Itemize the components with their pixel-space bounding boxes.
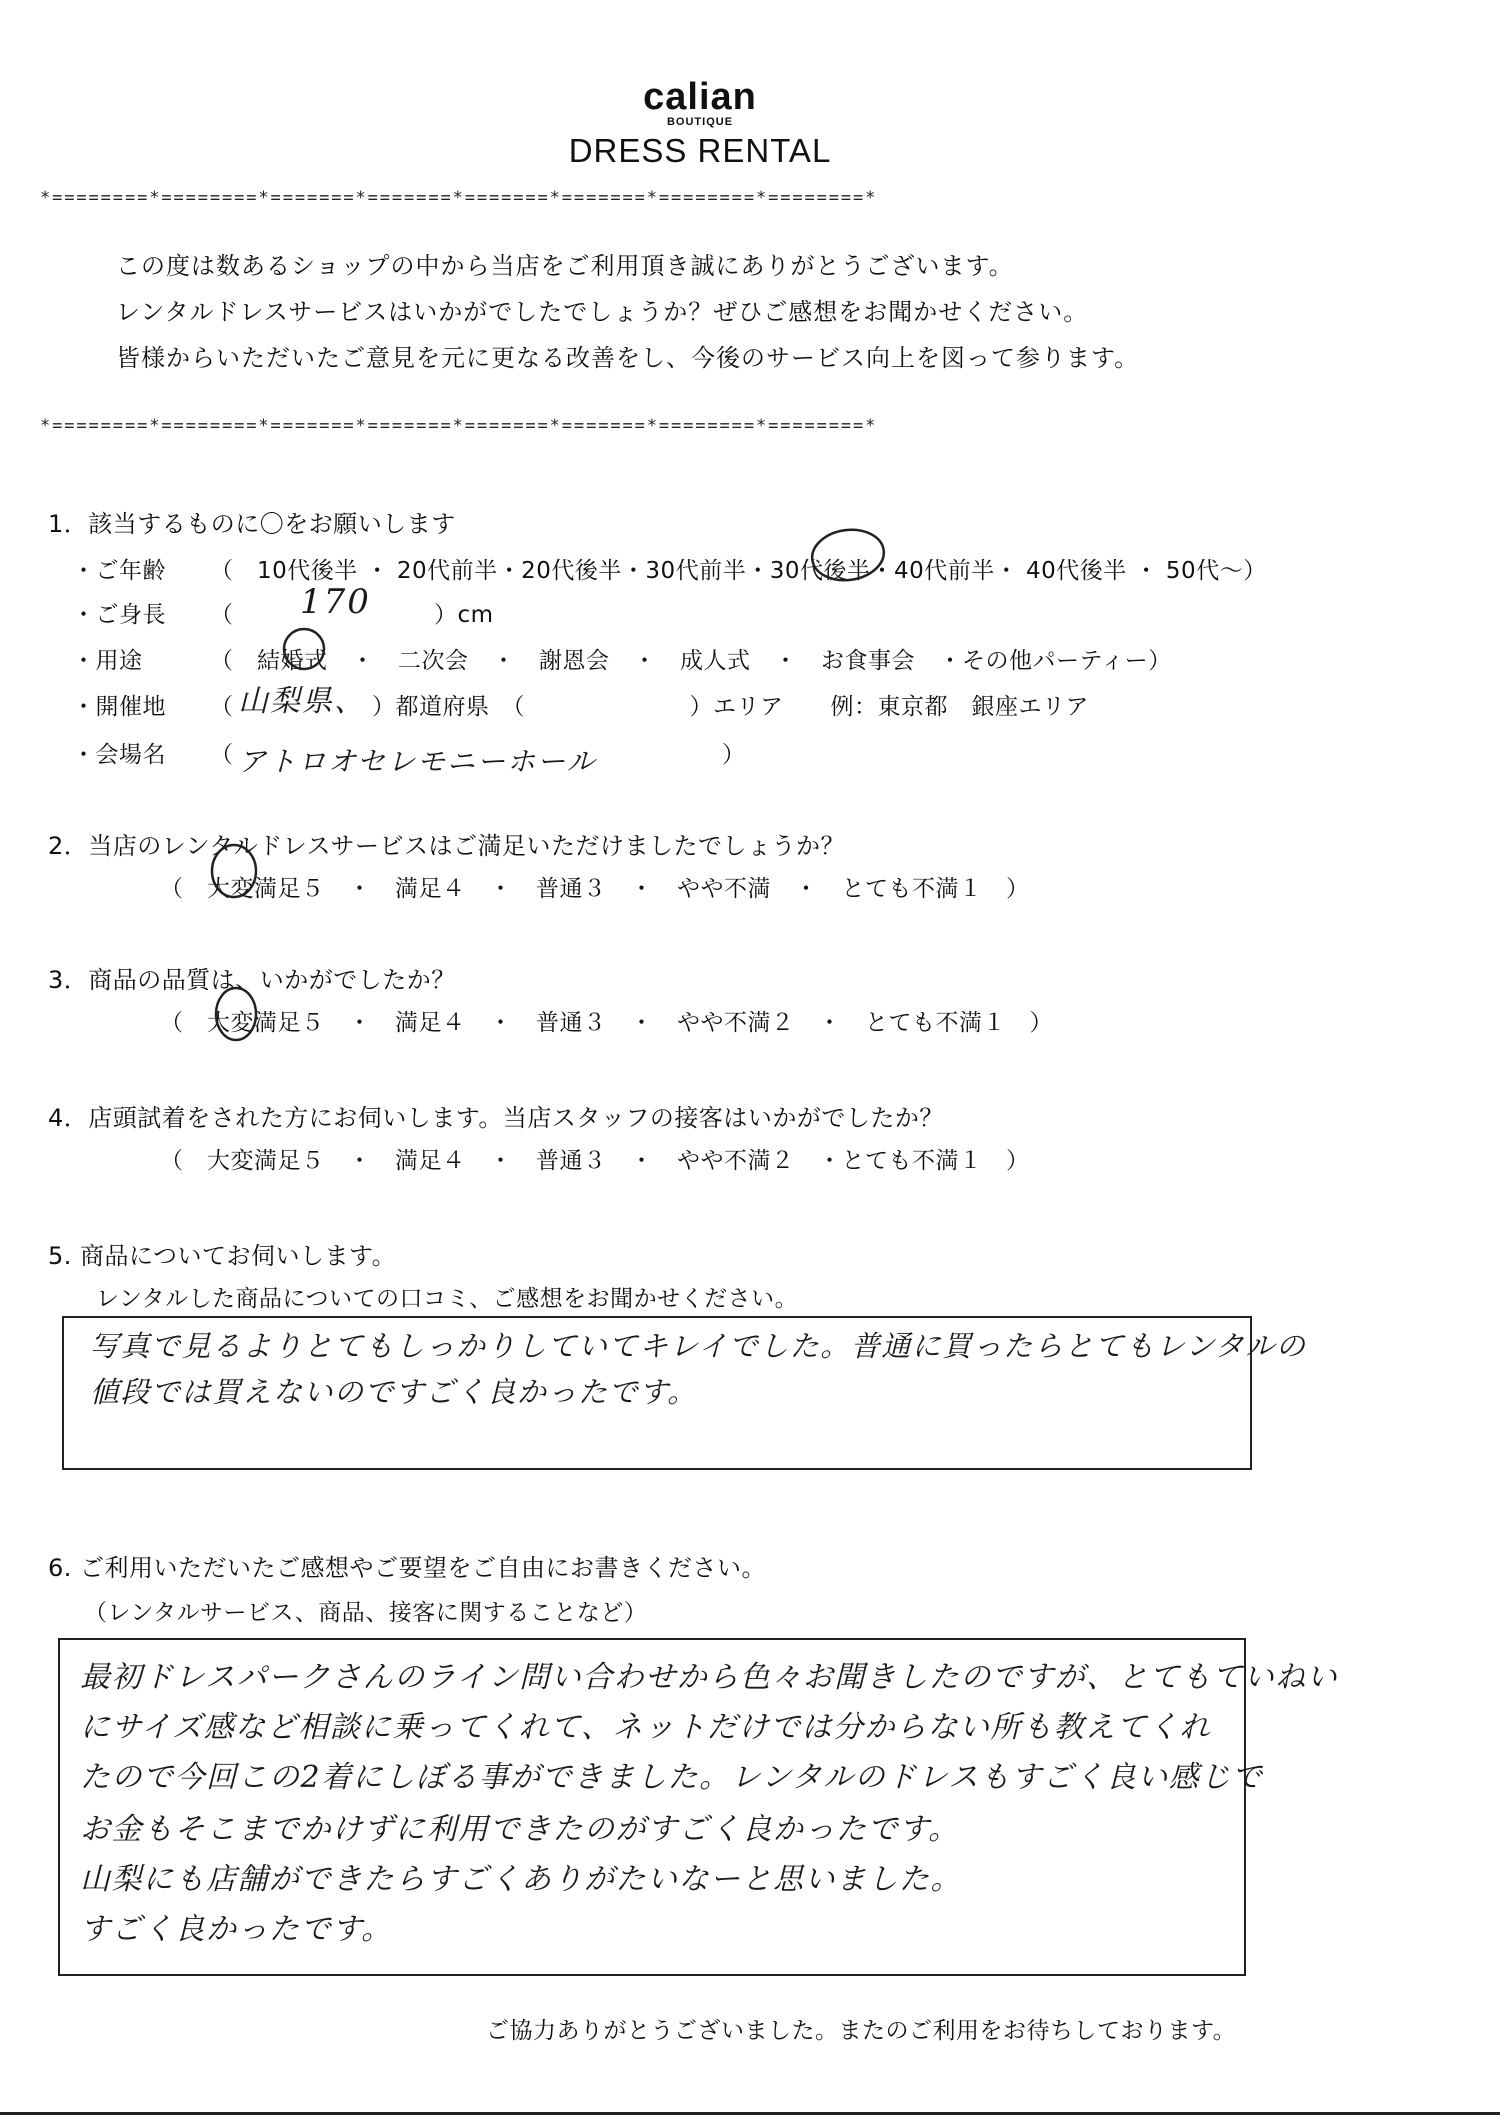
q1-venue-area-open: （	[210, 694, 234, 720]
document-title: DRESS RENTAL	[568, 132, 832, 169]
q4-title: 4．店頭試着をされた方にお伺いします。当店スタッフの接客はいかがでしたか？	[48, 1104, 944, 1132]
q6-title: 6. ご利用いただいたご感想やご要望をご自由にお書きください。	[48, 1554, 767, 1582]
q5-answer-line-1: 写真で見るよりとてもしっかりしていてキレイでした。普通に買ったらとてもレンタルの	[90, 1329, 1307, 1363]
q1-venue-name-label: ・会場名	[72, 742, 166, 768]
intro-line-3: 皆様からいただいたご意見を元に更なる改善をし、今後のサービス向上を図って参ります。	[116, 344, 1140, 372]
q5-answer-box	[62, 1316, 1307, 1470]
q4-options: （ 大変満足５ ・ 満足４ ・ 普通３ ・ やや不満２ ・とても不満１ ）	[160, 1148, 1030, 1174]
q1-purpose-label: ・用途	[72, 648, 143, 674]
q1-venue-area-rest: ）都道府県 （ ）エリア 例：東京都 銀座エリア	[372, 694, 1089, 720]
q1-height-value: 170	[300, 582, 371, 622]
q6-subtitle: （レンタルサービス、商品、接客に関することなど）	[84, 1600, 648, 1626]
q5-answer-line-2: 値段では買えないのですごく良かったです。	[90, 1375, 698, 1409]
q1-height-close: ）cm	[434, 602, 494, 628]
intro-line-1: この度は数あるショップの中から当店をご利用頂き誠にありがとうございます。	[116, 252, 1014, 280]
q6-answer-box	[58, 1638, 1339, 1976]
footer-thanks: ご協力ありがとうございました。またのご利用をお待ちしております。	[486, 2018, 1237, 2044]
q5-title: 5. 商品についてお伺いします。	[48, 1242, 397, 1270]
footer-rule	[0, 2112, 1500, 2115]
intro-line-2: レンタルドレスサービスはいかがでしたでしょうか？ぜひご感想をお聞かせください。	[116, 298, 1089, 326]
q1-title: 1．該当するものに〇をお願いします	[48, 510, 456, 538]
q1-age-options: （ 10代後半 ・ 20代前半・20代後半・30代前半・30代後半・40代前半・ 40代後半 ・ 50代～）	[210, 558, 1267, 584]
q6-answer-line-2: にサイズ感など相談に乗ってくれて、ネットだけでは分からない所も教えてくれ	[80, 1710, 1211, 1745]
q1-venue-name-value: アトロオセレモニーホール	[238, 745, 597, 778]
q6-answer-line-4: お金もそこまでかけずに利用できたのがすごく良かったです。	[80, 1812, 960, 1847]
q6-answer-line-5: 山梨にも店舗ができたらすごくありがたいなーと思いました。	[80, 1862, 962, 1897]
brand-sub: BOUTIQUE	[666, 116, 734, 128]
q1-venue-name-open: （	[210, 742, 234, 768]
q5-subtitle: レンタルした商品についての口コミ、ご感想をお聞かせください。	[96, 1286, 799, 1312]
q1-venue-name-close: ）	[722, 742, 746, 768]
q1-venue-area-label: ・開催地	[72, 694, 166, 720]
q1-age-label: ・ご年齢	[72, 558, 166, 584]
q6-answer-line-3: たので今回この2着にしぼる事ができました。レンタルのドレスもすごく良い感じで	[80, 1760, 1264, 1795]
q1-height-open: （	[210, 602, 234, 628]
separator-bottom: *========*========*=======*=======*=======*=======*========*========*	[40, 416, 878, 436]
brand-logo: calian	[643, 76, 757, 118]
q6-answer-line-6: すごく良かったです。	[80, 1912, 393, 1947]
q3-title: 3．商品の品質は、いかがでしたか？	[48, 966, 456, 994]
separator-top: *========*========*=======*=======*=======*=======*========*========*	[40, 188, 878, 208]
q1-height-label: ・ご身長	[72, 602, 166, 628]
q3-options: （ 大変満足５ ・ 満足４ ・ 普通３ ・ やや不満２ ・ とても不満１ ）	[160, 1010, 1053, 1036]
q2-title: 2．当店のレンタルドレスサービスはご満足いただけましたでしょうか？	[48, 832, 846, 860]
q6-answer-line-1: 最初ドレスパークさんのライン問い合わせから色々お聞きしたのですが、とてもていねい	[80, 1660, 1339, 1695]
q1-venue-area-value: 山梨県、	[238, 684, 366, 719]
q2-options: （ 大変満足５ ・ 満足４ ・ 普通３ ・ やや不満 ・ とても不満１ ）	[160, 876, 1030, 902]
q1-purpose-options: （ 結婚式 ・ 二次会 ・ 謝恩会 ・ 成人式 ・ お食事会 ・その他パーティー）	[210, 648, 1172, 674]
